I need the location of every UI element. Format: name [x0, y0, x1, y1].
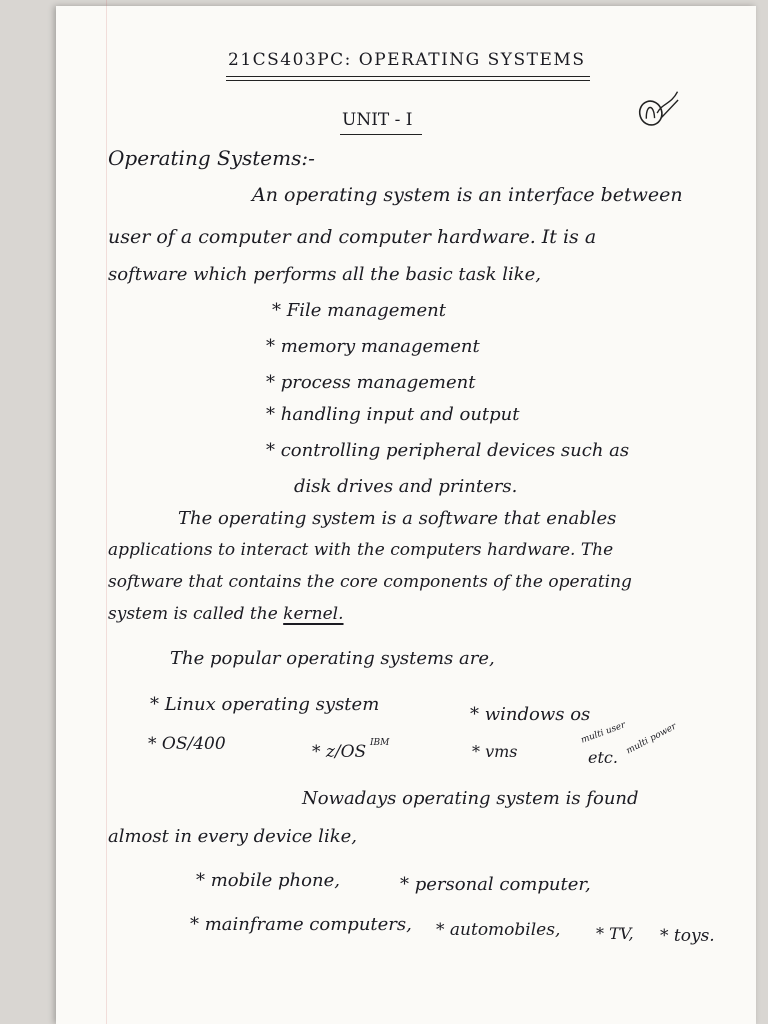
device-item-mainframe: * mainframe computers,	[190, 914, 412, 935]
para2-line3: software that contains the core components of the operating	[108, 572, 632, 592]
task-item: * memory management	[266, 336, 480, 357]
para3-line1: Nowadays operating system is found	[302, 788, 639, 809]
para2-line1: The operating system is a software that enables	[178, 508, 617, 529]
title-underline-double	[226, 80, 590, 81]
kernel-term: kernel.	[283, 604, 344, 624]
os-item-vms: * vms	[472, 742, 518, 761]
popular-intro: The popular operating systems are,	[170, 648, 495, 669]
title-underline	[226, 76, 590, 77]
os-item-linux: * Linux operating system	[150, 694, 380, 715]
course-title: 21CS403PC: OPERATING SYSTEMS	[228, 50, 586, 70]
unit-heading: UNIT - I	[342, 110, 413, 130]
note-multi-power: multi power	[624, 721, 679, 757]
os-item-etc: etc.	[588, 748, 618, 767]
para1-line3: software which performs all the basic task like,	[108, 264, 541, 285]
para1-line1: An operating system is an interface between	[252, 184, 683, 206]
section-heading: Operating Systems:-	[108, 146, 315, 170]
task-item: * handling input and output	[266, 404, 520, 425]
bleed-through-text	[520, 120, 700, 160]
task-item: * File management	[272, 300, 446, 321]
unit-underline	[340, 134, 422, 135]
device-item-toys: * toys.	[660, 926, 715, 946]
para1-line2: user of a computer and computer hardware. It is a	[108, 226, 597, 248]
margin-line	[106, 0, 107, 1024]
note-multi-user: multi user	[579, 720, 627, 746]
os-item-zos-note: IBM	[370, 738, 390, 748]
device-item-tv: * TV,	[596, 924, 634, 943]
task-item: * process management	[266, 372, 476, 393]
device-item-mobile: * mobile phone,	[196, 870, 340, 891]
device-item-pc: * personal computer,	[400, 874, 591, 895]
para2-line4	[108, 604, 344, 624]
os-item-os400: * OS/400	[148, 734, 226, 754]
task-item-continued: disk drives and printers.	[294, 476, 518, 497]
para2-line4-text: system is called the	[108, 604, 278, 624]
device-item-auto: * automobiles,	[436, 920, 561, 940]
para2-line2: applications to interact with the computers hardware. The	[108, 540, 614, 560]
os-item-zos: * z/OS	[312, 742, 367, 762]
task-item: * controlling peripheral devices such as	[266, 440, 630, 461]
os-item-windows: * windows os	[470, 704, 591, 725]
para3-line2: almost in every device like,	[108, 826, 357, 847]
